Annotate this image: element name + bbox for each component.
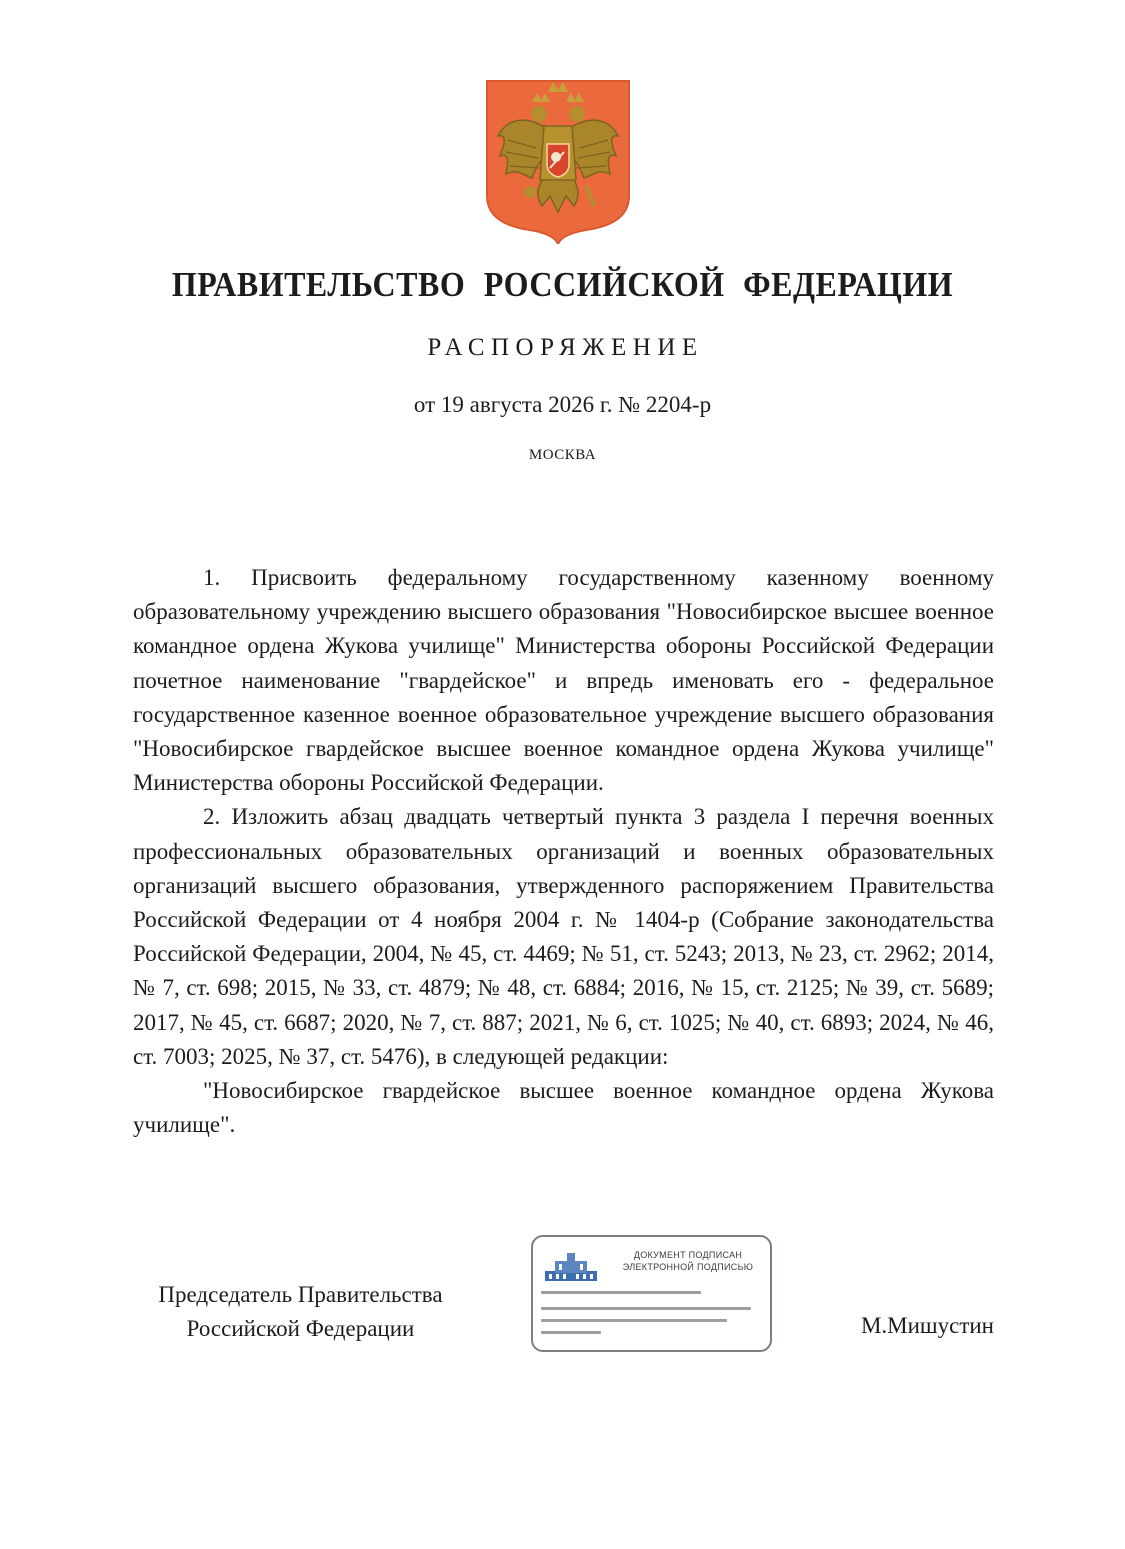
document-date-number: от 19 августа 2026 г. № 2204-р	[413, 392, 712, 417]
issuer-title: ПРАВИТЕЛЬСТВО РОССИЙСКОЙ ФЕДЕРАЦИИ	[171, 264, 954, 304]
government-building-icon	[543, 1249, 599, 1283]
paragraph-1: 1. Присвоить федеральному государственному казенному военному образовательному учреждению высшего образования "Новосибирское высшее военное командное ордена Жукова училище" Министерства обороны Российской Федерации почетное наименование "гвардейское" и впредь именовать его - федеральное государственное казенное военное образовательное учреждение высшего образования "Новосибирское гвардейское высшее военное командное ордена Жукова училище" Министерства обороны Российской Федерации.	[133, 565, 994, 796]
document-type: РАСПОРЯЖЕНИЕ	[427, 334, 704, 361]
coat-of-arms-emblem	[484, 78, 632, 244]
signatory-name: М.Мишустин	[860, 1313, 994, 1338]
stamp-caption-line-1: ДОКУМЕНТ ПОДПИСАН	[633, 1250, 743, 1260]
paragraph-3: "Новосибирское гвардейское высшее военное командное ордена Жукова училище".	[133, 1078, 994, 1138]
stamp-certificate-details	[541, 1287, 763, 1347]
paragraph-2: 2. Изложить абзац двадцать четвертый пункта 3 раздела I перечня военных профессиональных образовательных организаций и военных образовательных организаций высшего образования, утвержденного распоряжением Правительства Российской Федерации от 4 ноября 2004 г. № 1404-р (Собрание законодательства Российской Федерации, 2004, № 45, ст. 4469; № 51, ст. 5243; 2013, № 23, ст. 2962; 2014, № 7, ст. 698; 2015, № 33, ст. 4879; № 48, ст. 6884; 2016, № 15, ст. 2125; № 39, ст. 5689; 2017, № 45, ст. 6687; 2020, № 7, ст. 887; 2021, № 6, ст. 1025; № 40, ст. 6893; 2024, № 46, ст. 7003; 2025, № 37, ст. 5476), в следующей редакции:	[133, 804, 994, 1069]
document-city: МОСКВА	[528, 447, 597, 463]
signatory-position	[133, 1278, 468, 1346]
stamp-caption-line-2: ЭЛЕКТРОННОЙ ПОДПИСЬЮ	[622, 1262, 754, 1272]
electronic-signature-stamp	[531, 1235, 772, 1352]
stamp-caption	[609, 1249, 767, 1273]
signatory-position-line-1: Председатель Правительства	[158, 1282, 443, 1307]
signatory-position-line-2: Российской Федерации	[186, 1316, 415, 1341]
document-body	[133, 561, 994, 1142]
